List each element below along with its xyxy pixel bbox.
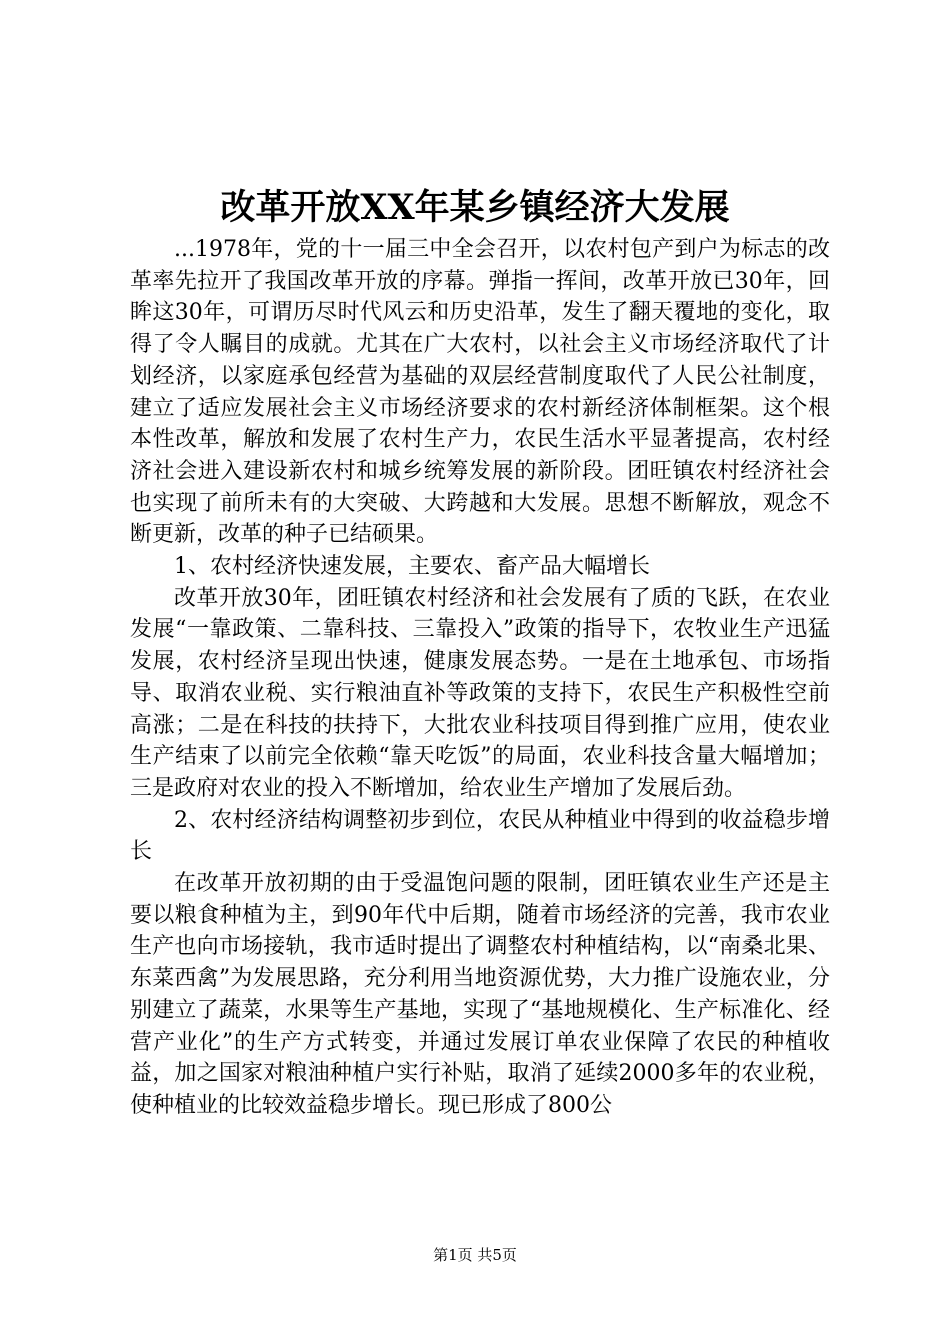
paragraph-section-1: 改革开放30年，团旺镇农村经济和社会发展有了质的飞跃，在农业发展“一靠政策、二靠科技、三靠投入”政策的指导下，农牧业生产迅猛发展，农村经济呈现出快速，健康发展态势。一是在土地承包、市场指导、取消农业税、实行粮油直补等政策的支持下，农民生产积极性空前高涨；二是在科技的扶持下，大批农业科技项目得到推广应用，使农业生产结束了以前完全依赖“靠天吃饭”的局面，农业科技含量大幅增加；三是政府对农业的投入不断增加，给农业生产增加了发展后劲。 xyxy=(130,585,830,801)
paragraph-section-2: 在改革开放初期的由于受温饱问题的限制，团旺镇农业生产还是主要以粮食种植为主，到90年代中后期，随着市场经济的完善，我市农业生产也向市场接轨，我市适时提出了调整农村种植结构，以“南桑北果、东菜西禽”为发展思路，充分利用当地资源优势，大力推广设施农业，分别建立了蔬菜，水果等生产基地，实现了“基地规模化、生产标准化、经营产业化”的生产方式转变，并通过发展订单农业保障了农民的种植收益，加之国家对粮油种植户实行补贴，取消了延续2000多年的农业税，使种植业的比较效益稳步增长。现已形成了800公 xyxy=(130,871,830,1118)
page-title: 改革开放XX年某乡镇经济大发展 xyxy=(220,187,730,228)
section-heading-2: 2、农村经济结构调整初步到位，农民从种植业中得到的收益稳步增长 xyxy=(130,807,830,865)
paragraph-intro: ...1978年，党的十一届三中全会召开，以农村包产到户为标志的改革率先拉开了我国改革开放的序幕。弹指一挥间，改革开放已30年，回眸这30年，可谓历尽时代风云和历史沿革，发生了翻天覆地的变化，取得了令人瞩目的成就。尤其在广大农村，以社会主义市场经济取代了计划经济，以家庭承包经营为基础的双层经营制度取代了人民公社制度，建立了适应发展社会主义市场经济要求的农村新经济体制框架。这个根本性改革，解放和发展了农村生产力，农民生活水平显著提高，农村经济社会进入建设新农村和城乡统筹发展的新阶段。团旺镇农村经济社会也实现了前所未有的大突破、大跨越和大发展。思想不断解放，观念不断更新，改革的种子已结硕果。 xyxy=(130,237,830,548)
document-body xyxy=(130,234,830,1122)
section-heading-1: 1、农村经济快速发展，主要农、畜产品大幅增长 xyxy=(174,554,650,580)
page-footer: 第1页 共5页 xyxy=(433,1246,517,1264)
